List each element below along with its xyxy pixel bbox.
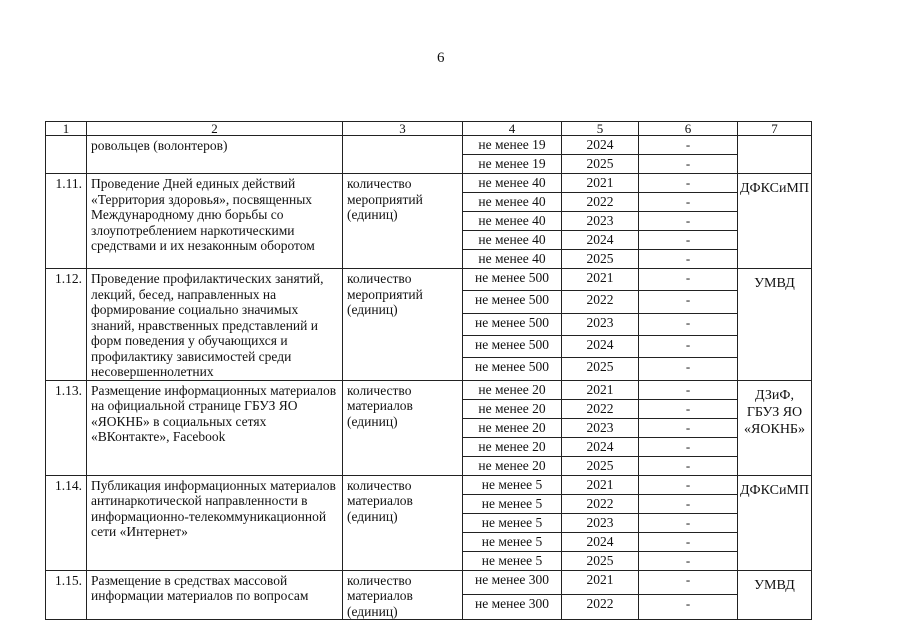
item-responsible: УМВД bbox=[738, 570, 812, 620]
item-responsible: ДФКСиМП bbox=[738, 475, 812, 570]
year-cell: 2025 bbox=[562, 155, 639, 174]
item-indicator: количество материалов (единиц) bbox=[343, 380, 463, 475]
target-value: не менее 20 bbox=[463, 399, 562, 418]
header-col-1: 1 bbox=[46, 122, 87, 136]
item-indicator: количество материалов (единиц) bbox=[343, 475, 463, 570]
year-cell: 2024 bbox=[562, 335, 639, 357]
item-indicator: количество материалов (единиц) bbox=[343, 570, 463, 620]
item-name: Размещение в средствах массовой информации материалов по вопросам bbox=[87, 570, 343, 620]
continuation-name: ровольцев (волонтеров) bbox=[87, 136, 343, 174]
target-value: не менее 20 bbox=[463, 418, 562, 437]
funding-cell: - bbox=[639, 399, 738, 418]
table-row bbox=[46, 380, 812, 399]
funding-cell: - bbox=[639, 437, 738, 456]
year-cell: 2023 bbox=[562, 212, 639, 231]
year-cell: 2024 bbox=[562, 437, 639, 456]
funding-cell: - bbox=[639, 212, 738, 231]
target-value: не менее 500 bbox=[463, 291, 562, 313]
table-row bbox=[46, 136, 812, 155]
funding-cell: - bbox=[639, 136, 738, 155]
header-col-3: 3 bbox=[343, 122, 463, 136]
header-col-7: 7 bbox=[738, 122, 812, 136]
year-cell: 2021 bbox=[562, 380, 639, 399]
funding-cell: - bbox=[639, 456, 738, 475]
year-cell: 2021 bbox=[562, 269, 639, 291]
target-value: не менее 5 bbox=[463, 494, 562, 513]
target-value: не менее 300 bbox=[463, 570, 562, 595]
header-row bbox=[46, 122, 812, 136]
item-indicator: количество мероприятий (единиц) bbox=[343, 269, 463, 381]
target-value: не менее 40 bbox=[463, 212, 562, 231]
header-col-5: 5 bbox=[562, 122, 639, 136]
target-value: не менее 40 bbox=[463, 193, 562, 212]
target-value: не менее 5 bbox=[463, 475, 562, 494]
header-col-6: 6 bbox=[639, 122, 738, 136]
table-row bbox=[46, 269, 812, 291]
year-cell: 2021 bbox=[562, 475, 639, 494]
target-value: не менее 500 bbox=[463, 269, 562, 291]
funding-cell: - bbox=[639, 231, 738, 250]
funding-cell: - bbox=[639, 313, 738, 335]
year-cell: 2021 bbox=[562, 174, 639, 193]
target-value: не менее 500 bbox=[463, 358, 562, 380]
target-value: не менее 20 bbox=[463, 437, 562, 456]
year-cell: 2024 bbox=[562, 532, 639, 551]
funding-cell: - bbox=[639, 358, 738, 380]
target-value: не менее 40 bbox=[463, 250, 562, 269]
funding-cell: - bbox=[639, 513, 738, 532]
year-cell: 2025 bbox=[562, 358, 639, 380]
target-value: не менее 40 bbox=[463, 231, 562, 250]
year-cell: 2023 bbox=[562, 313, 639, 335]
item-number: 1.15. bbox=[46, 570, 87, 620]
item-responsible: УМВД bbox=[738, 269, 812, 381]
header-col-2: 2 bbox=[87, 122, 343, 136]
funding-cell: - bbox=[639, 193, 738, 212]
year-cell: 2023 bbox=[562, 418, 639, 437]
year-cell: 2022 bbox=[562, 193, 639, 212]
program-table bbox=[45, 121, 812, 620]
target-value: не менее 20 bbox=[463, 380, 562, 399]
funding-cell: - bbox=[639, 532, 738, 551]
funding-cell: - bbox=[639, 174, 738, 193]
funding-cell: - bbox=[639, 418, 738, 437]
responsible-cell bbox=[738, 136, 812, 174]
item-number: 1.14. bbox=[46, 475, 87, 570]
target-value: не менее 300 bbox=[463, 595, 562, 620]
target-value: не менее 5 bbox=[463, 513, 562, 532]
item-number: 1.13. bbox=[46, 380, 87, 475]
target-value: не менее 5 bbox=[463, 532, 562, 551]
funding-cell: - bbox=[639, 595, 738, 620]
target-value: не менее 19 bbox=[463, 155, 562, 174]
year-cell: 2025 bbox=[562, 456, 639, 475]
funding-cell: - bbox=[639, 551, 738, 570]
funding-cell: - bbox=[639, 291, 738, 313]
item-responsible: ДЗиФ, ГБУЗ ЯО «ЯОКНБ» bbox=[738, 380, 812, 475]
item-name: Проведение профилактических занятий, лекций, бесед, направленных на формирование социально значимых знаний, нравственных представлений и форм поведения у обучающихся и профилактику зависимостей среди несовершеннолетних bbox=[87, 269, 343, 381]
target-value: не менее 20 bbox=[463, 456, 562, 475]
indicator-cell bbox=[343, 136, 463, 174]
funding-cell: - bbox=[639, 250, 738, 269]
table-row bbox=[46, 174, 812, 193]
year-cell: 2022 bbox=[562, 291, 639, 313]
year-cell: 2024 bbox=[562, 136, 639, 155]
target-value: не менее 19 bbox=[463, 136, 562, 155]
funding-cell: - bbox=[639, 570, 738, 595]
item-responsible: ДФКСиМП bbox=[738, 174, 812, 269]
item-number: 1.11. bbox=[46, 174, 87, 269]
funding-cell: - bbox=[639, 269, 738, 291]
year-cell: 2025 bbox=[562, 551, 639, 570]
year-cell: 2022 bbox=[562, 494, 639, 513]
funding-cell: - bbox=[639, 494, 738, 513]
funding-cell: - bbox=[639, 380, 738, 399]
funding-cell: - bbox=[639, 335, 738, 357]
item-name: Размещение информационных материалов на официальной странице ГБУЗ ЯО «ЯОКНБ» в социальных сетях «ВКонтакте», Facebook bbox=[87, 380, 343, 475]
year-cell: 2022 bbox=[562, 595, 639, 620]
year-cell: 2022 bbox=[562, 399, 639, 418]
funding-cell: - bbox=[639, 155, 738, 174]
target-value: не менее 500 bbox=[463, 313, 562, 335]
item-number: 1.12. bbox=[46, 269, 87, 381]
table-row bbox=[46, 570, 812, 595]
page-number: 6 bbox=[437, 50, 445, 66]
item-indicator: количество мероприятий (единиц) bbox=[343, 174, 463, 269]
year-cell: 2025 bbox=[562, 250, 639, 269]
year-cell: 2023 bbox=[562, 513, 639, 532]
table-body bbox=[46, 136, 812, 620]
target-value: не менее 40 bbox=[463, 174, 562, 193]
target-value: не менее 5 bbox=[463, 551, 562, 570]
row-number-cell bbox=[46, 136, 87, 174]
year-cell: 2021 bbox=[562, 570, 639, 595]
funding-cell: - bbox=[639, 475, 738, 494]
item-name: Проведение Дней единых действий «Территория здоровья», посвященных Международному дню борьбы со злоупотреблением наркотическими средствами и их незаконным оборотом bbox=[87, 174, 343, 269]
table-row bbox=[46, 475, 812, 494]
header-col-4: 4 bbox=[463, 122, 562, 136]
year-cell: 2024 bbox=[562, 231, 639, 250]
item-name: Публикация информационных материалов антинаркотической направленности в информационно-телекоммуникационной сети «Интернет» bbox=[87, 475, 343, 570]
target-value: не менее 500 bbox=[463, 335, 562, 357]
